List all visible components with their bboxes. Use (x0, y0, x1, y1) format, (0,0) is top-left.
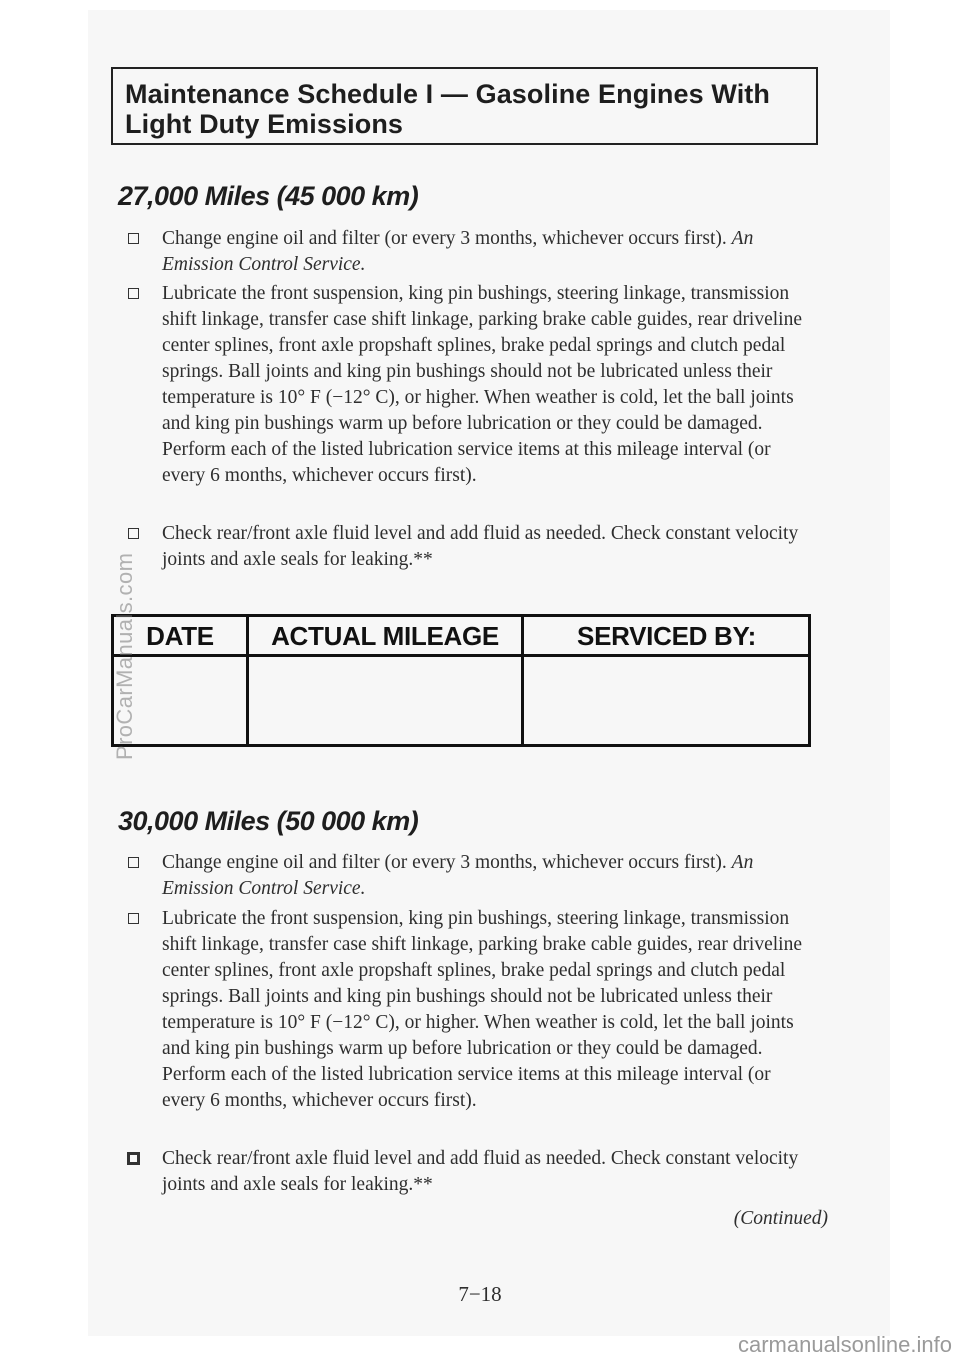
page-number: 7−18 (458, 1282, 502, 1306)
checkbox-icon[interactable] (128, 233, 139, 244)
page-title: Maintenance Schedule I — Gasoline Engines With Light Duty Emissions (125, 79, 770, 139)
item-text: Lubricate the front suspension, king pin bushings, steering linkage, transmission shift linkage, transfer case shift linkage, parking brake cable guides, rear driveline center splines, front axle propshaft splines, brake pedal springs and clutch pedal springs. Ball joints and king pin bushings should not be lubricated unless their temperature is 10° F (−12° C), or higher. When weather is cold, let the ball joints and king pin bushings warm up before lubrication or they could be damaged. Perform each of the listed lubrication service items at this mileage interval (or every 6 months, whichever occurs first). (162, 283, 802, 486)
table-divider (114, 654, 808, 657)
checkbox-icon[interactable] (128, 857, 139, 868)
side-watermark: ProCarManuals.com (112, 552, 137, 760)
column-header-actual-mileage: ACTUAL MILEAGE (271, 621, 499, 651)
service-record-table (111, 614, 811, 747)
column-header-serviced-by: SERVICED BY: (577, 621, 756, 651)
checkbox-icon[interactable] (128, 913, 139, 924)
section-heading-30000: 30,000 Miles (50 000 km) (118, 806, 419, 836)
checkbox-icon[interactable] (127, 1152, 140, 1165)
item-text: Change engine oil and filter (or every 3 months, whichever occurs first). (162, 852, 727, 873)
checkbox-icon[interactable] (128, 288, 139, 299)
item-text: Check rear/front axle fluid level and add fluid as needed. Check constant velocity joints and axle seals for leaking.** (162, 523, 799, 570)
checklist-item (128, 521, 818, 573)
checkbox-icon[interactable] (128, 528, 139, 539)
checklist-item (128, 281, 818, 489)
checklist-item (128, 226, 818, 278)
checklist-item (128, 1146, 818, 1198)
schedule-header-box (111, 67, 818, 145)
checklist-item (128, 906, 818, 1114)
table-divider (521, 617, 524, 744)
emission-service-note: An Emission Control Service. (162, 228, 754, 275)
column-header-date: DATE (146, 621, 214, 651)
continued-note: (Continued) (733, 1208, 828, 1229)
item-text: Lubricate the front suspension, king pin bushings, steering linkage, transmission shift linkage, transfer case shift linkage, parking brake cable guides, rear driveline center splines, front axle propshaft splines, brake pedal springs and clutch pedal springs. Ball joints and king pin bushings should not be lubricated unless their temperature is 10° F (−12° C), or higher. When weather is cold, let the ball joints and king pin bushings warm up before lubrication or they could be damaged. Perform each of the listed lubrication service items at this mileage interval (or every 6 months, whichever occurs first). (162, 908, 802, 1111)
checklist-item (128, 850, 818, 902)
item-text: Check rear/front axle fluid level and add fluid as needed. Check constant velocity joints and axle seals for leaking.** (162, 1148, 799, 1195)
emission-service-note: An Emission Control Service. (162, 852, 754, 899)
table-divider (246, 617, 249, 744)
item-text: Change engine oil and filter (or every 3 months, whichever occurs first). (162, 228, 727, 249)
bottom-watermark: carmanualsonline.info (737, 1332, 952, 1357)
section-heading-27000: 27,000 Miles (45 000 km) (118, 181, 419, 211)
